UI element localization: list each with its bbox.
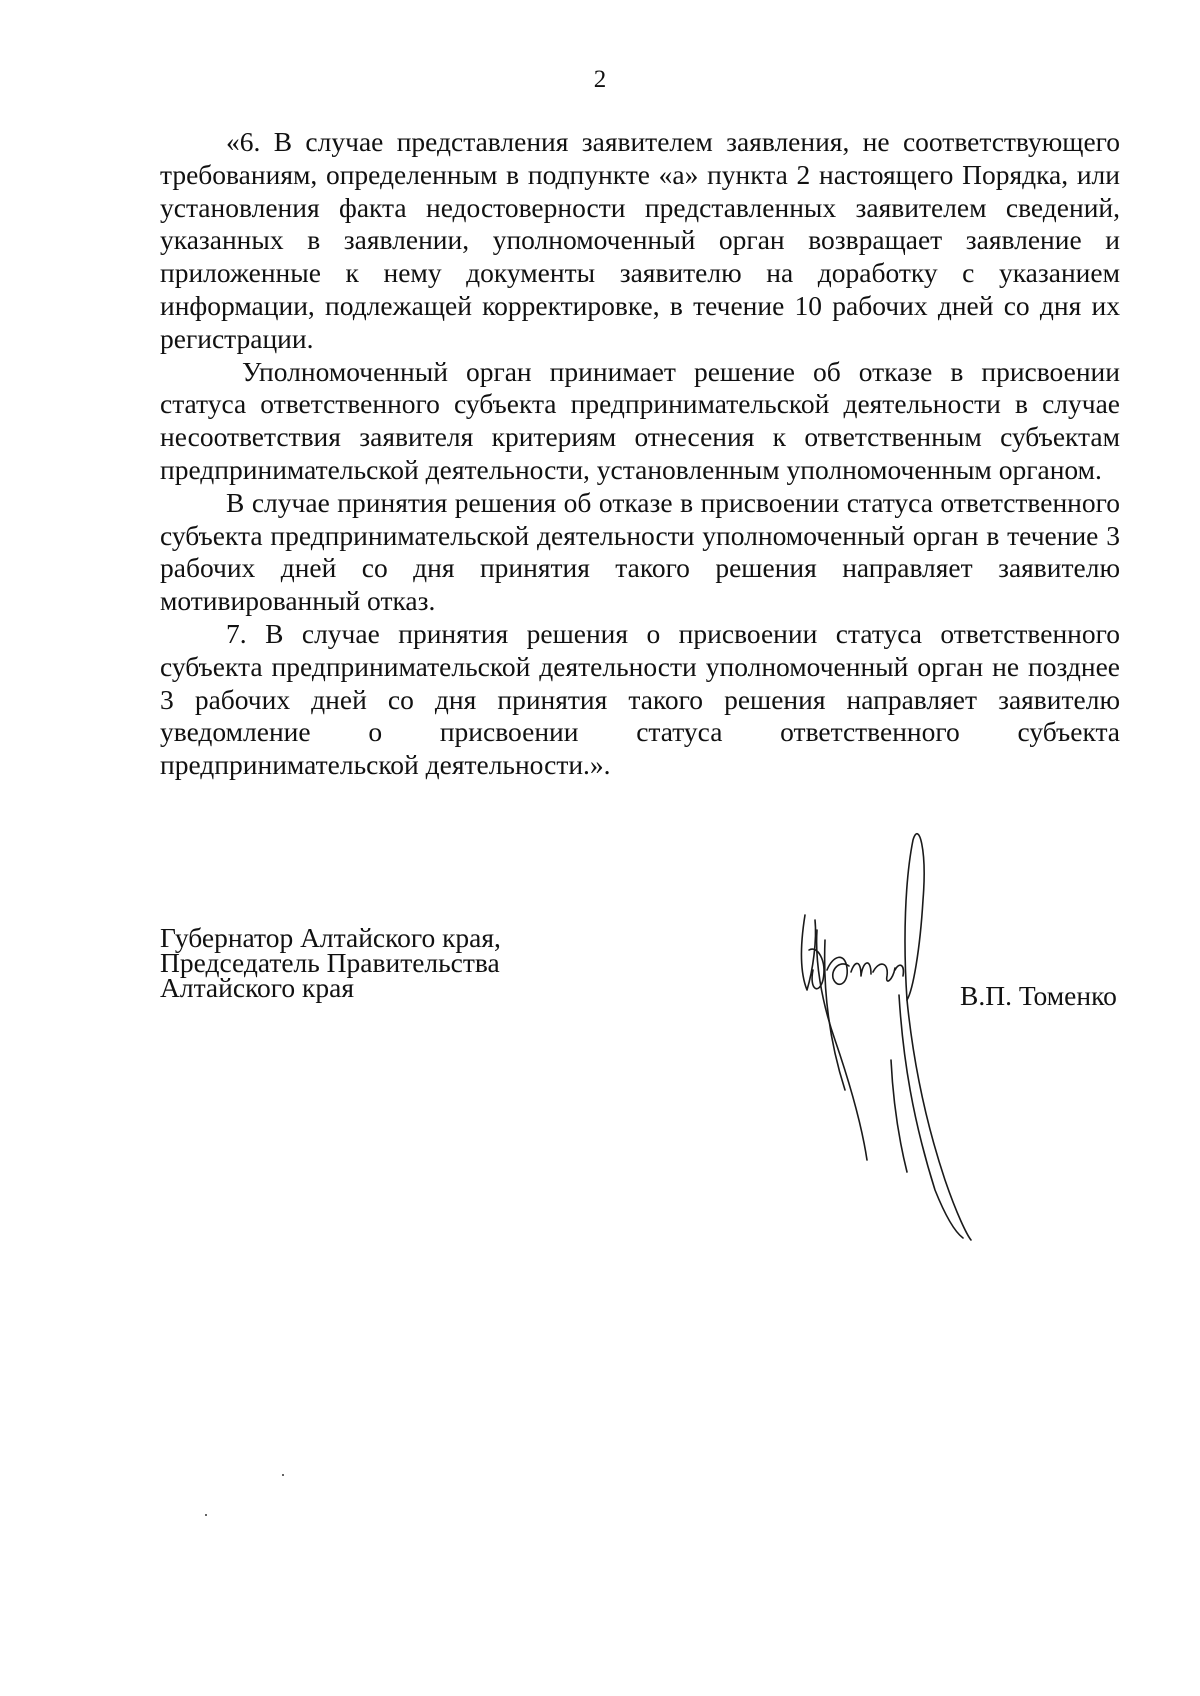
paragraph-point-7: 7. В случае принятия решения о присвоении статуса ответственного субъекта предпринимательской деятельности уполномоченный орган не позднее 3 рабочих дней со дня принятия такого решения направляет заявителю уведомление о присвоении статуса ответственного субъекта предпринимательской деятельности.». [160, 617, 1120, 781]
scan-speck [282, 1474, 284, 1476]
signatory-position-line: Губернатор Алтайского края, [160, 922, 501, 953]
signatory-position-line: Алтайского края [160, 972, 354, 1003]
paragraph-refusal-decision: Уполномоченный орган принимает решение об отказе в присвоении статуса ответственного субъекта предпринимательской деятельности в случае несоответствия заявителя критериям отнесения к ответственным субъектам предпринимательской деятельности, установленным уполномоченным органом. [160, 355, 1120, 485]
page-number: 2 [593, 66, 607, 93]
paragraph-point-6: «6. В случае представления заявителем заявления, не соответствующего требованиям, определенным в подпункте «а» пункта 2 настоящего Порядка, или установления факта недостоверности представленных заявителем сведений, указанных в заявлении, уполномоченный орган возвращает заявление и приложенные к нему документы заявителю на доработку с указанием информации, подлежащей корректировке, в течение 10 рабочих дней со дня их регистрации. [160, 126, 1120, 354]
signatory-position-line: Председатель Правительства [160, 947, 500, 978]
document-body [160, 126, 1120, 782]
signatory-position [160, 922, 501, 1003]
scan-speck [205, 1514, 207, 1516]
signatory-name: В.П. Томенко [960, 980, 1117, 1011]
handwritten-signature [795, 820, 995, 1250]
paragraph-refusal-notice: В случае принятия решения об отказе в присвоении статуса ответственного субъекта предпринимательской деятельности уполномоченный орган в течение 3 рабочих дней со дня принятия такого решения направляет заявителю мотивированный отказ. [160, 486, 1120, 617]
